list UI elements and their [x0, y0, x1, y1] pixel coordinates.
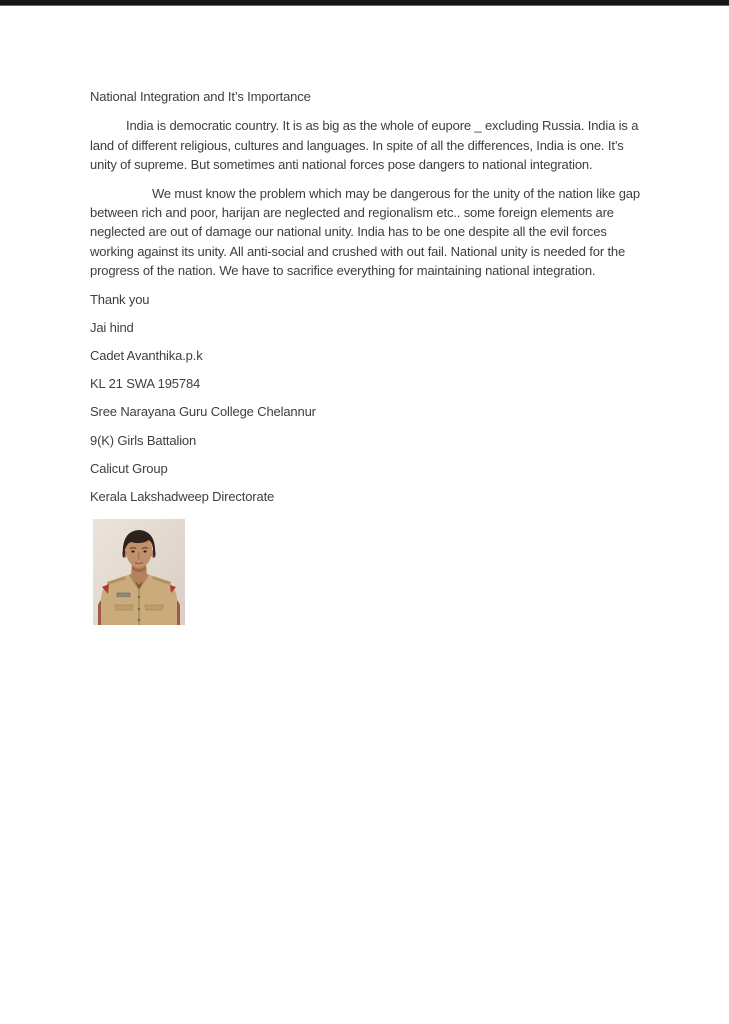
right-eye — [143, 551, 146, 553]
signature-cadet-name: Cadet Avanthika.p.k — [90, 348, 203, 364]
paragraph-intro: India is democratic country. It is as big as the whole of eupore _ excluding Russia. India is a land of different religious, cultures and languages. In spite of all the differences, India is one. It’s unity of supreme. But sometimes anti national forces pose dangers to national integration. — [90, 118, 639, 173]
signature-directorate: Kerala Lakshadweep Directorate — [90, 489, 275, 505]
closing-jai-hind: Jai hind — [90, 319, 134, 335]
document-title: National Integration and It’s Importance — [90, 89, 311, 104]
cadet-photo — [93, 519, 185, 625]
left-eye — [131, 551, 134, 553]
cadet-photo-image — [93, 519, 185, 625]
name-tag — [117, 593, 130, 597]
signature-battalion: 9(K) Girls Battalion — [90, 432, 197, 448]
shirt-button-2 — [138, 608, 140, 610]
scan-top-edge-artifact — [0, 0, 729, 6]
paragraph-body: We must know the problem which may be dangerous for the unity of the nation like gap between rich and poor, harijan are neglected and regionalism etc.. some foreign elements are neglected are out of damage our national unity. India has to be one despite all the evil forces working against its unity. All anti-social and crushed with out fail. National unity is needed for the progress of the nation. We have to sacrifice everything for maintaining national integration. — [90, 185, 640, 279]
document-content — [90, 87, 646, 625]
signature-group: Calicut Group — [90, 460, 168, 476]
signature-college: Sree Narayana Guru College Chelannur — [90, 404, 316, 420]
left-pocket-flap — [115, 605, 133, 610]
right-pocket-flap — [145, 605, 163, 610]
signature-regimental-number: KL 21 SWA 195784 — [90, 376, 201, 392]
closing-thank-you: Thank you — [90, 291, 150, 307]
shirt-button-3 — [138, 619, 140, 621]
shirt-button-1 — [138, 596, 140, 598]
